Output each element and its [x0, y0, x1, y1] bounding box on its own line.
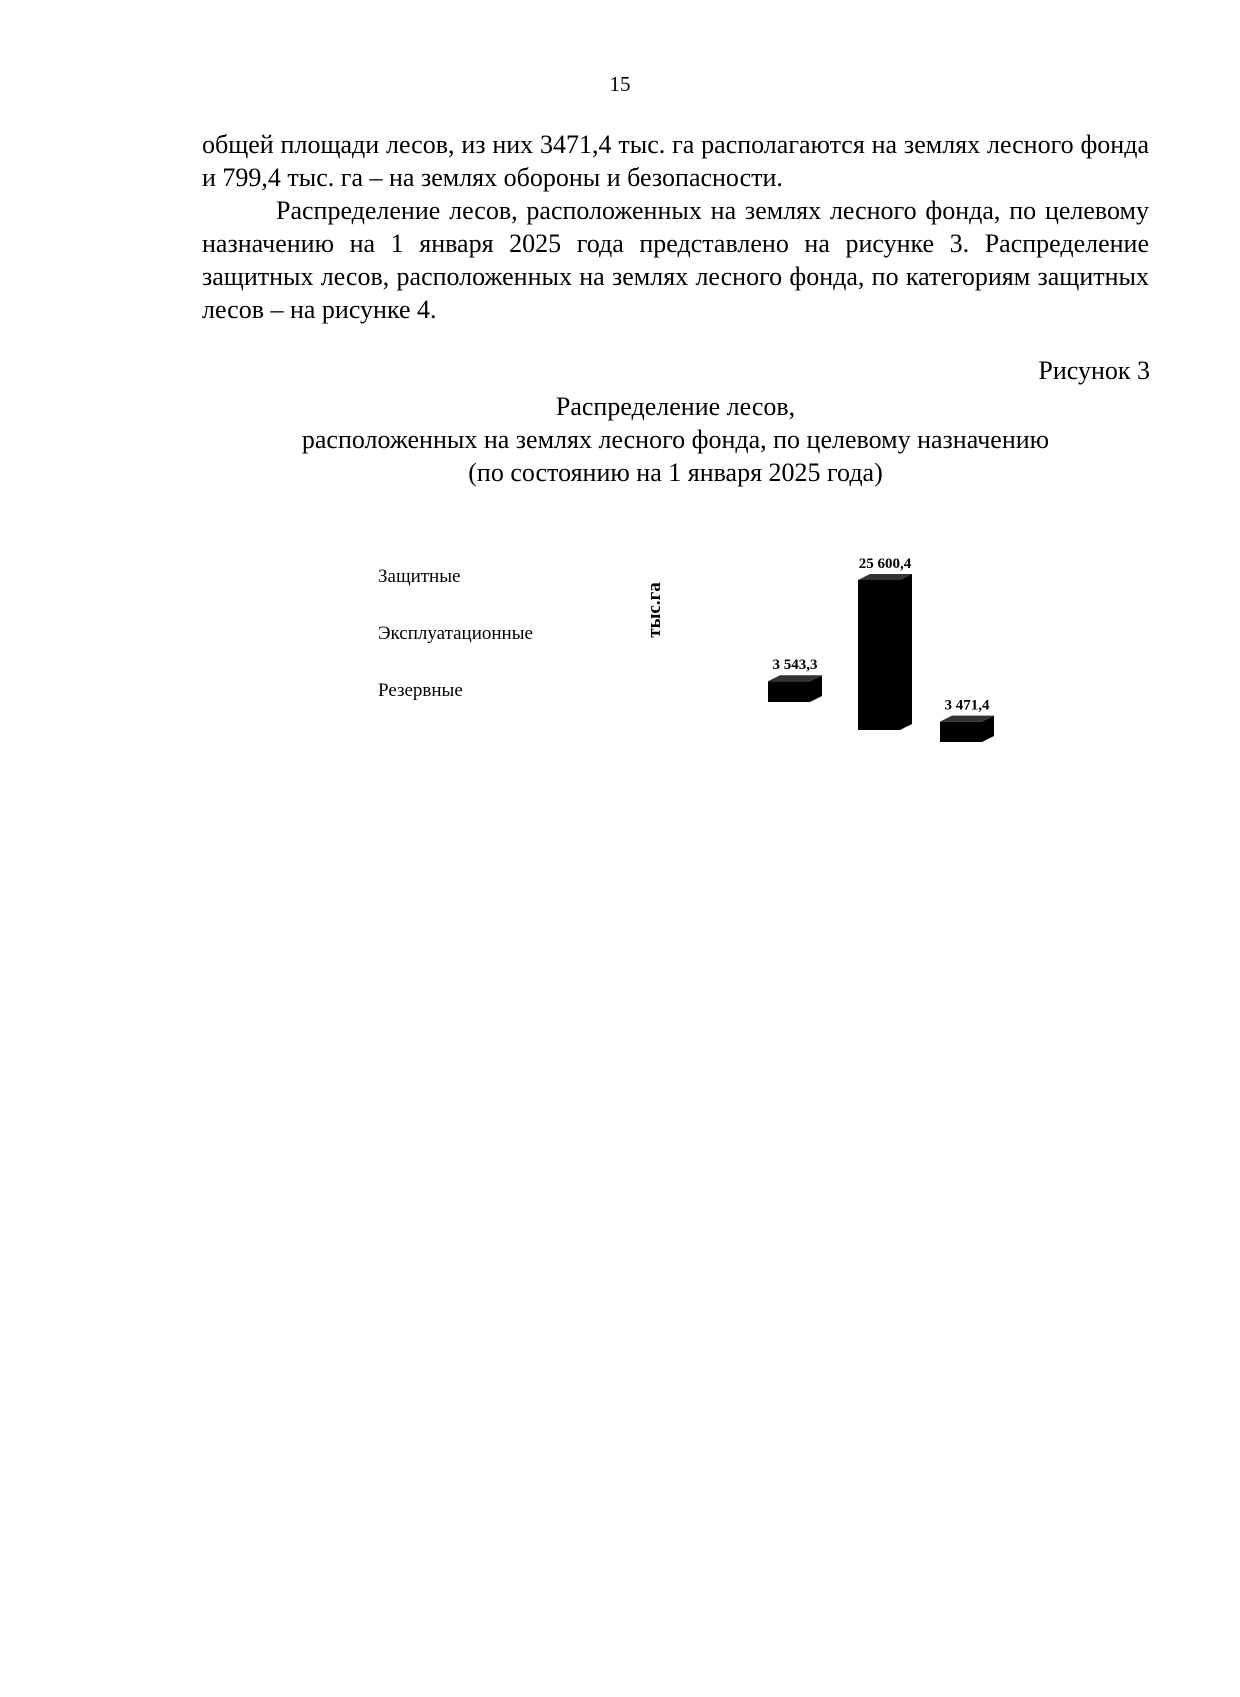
data-label-0: 3 543,3 [772, 657, 818, 674]
bar-chart-svg [644, 530, 1070, 760]
paragraph-1: общей площади лесов, из них 3471,4 тыс. га располагаются на землях лесного фонда и 799,4 тыс. га – на землях обороны и безопасности. [202, 130, 1149, 192]
data-label-1: 25 600,4 [858, 556, 912, 572]
bar-0 [768, 681, 810, 702]
bar-1 [858, 580, 900, 730]
paragraph-2: Распределение лесов, расположенных на землях лесного фонда, по целевому назначению на 1 января 2025 года представлено на рисунке 3. Распределение защитных лесов, расположенных на землях лесного фонда, по категориям защитных лесов – на рисунке 4. [202, 196, 1149, 324]
figure-title-line-3: (по состоянию на 1 января 2025 года) [468, 458, 883, 487]
legend-item-operational: Эксплуатационные [378, 623, 533, 644]
figure-label: Рисунок 3 [1038, 356, 1150, 385]
body-text [202, 128, 1149, 326]
bar-2 [940, 722, 982, 742]
y-axis-label: тыс.га [644, 582, 665, 638]
figure-title-line-2: расположенных на землях лесного фонда, по целевому назначению [301, 425, 1050, 454]
figure-title [202, 390, 1149, 489]
bar-chart [644, 530, 1070, 760]
page-number: 15 [609, 72, 631, 96]
bar-side-1 [900, 574, 912, 730]
chart-legend [378, 566, 533, 737]
data-label-2: 3 471,4 [944, 697, 990, 714]
figure-title-line-1: Распределение лесов, [555, 392, 796, 421]
legend-item-protective: Защитные [378, 566, 461, 587]
legend-item-reserve: Резервные [378, 680, 463, 701]
